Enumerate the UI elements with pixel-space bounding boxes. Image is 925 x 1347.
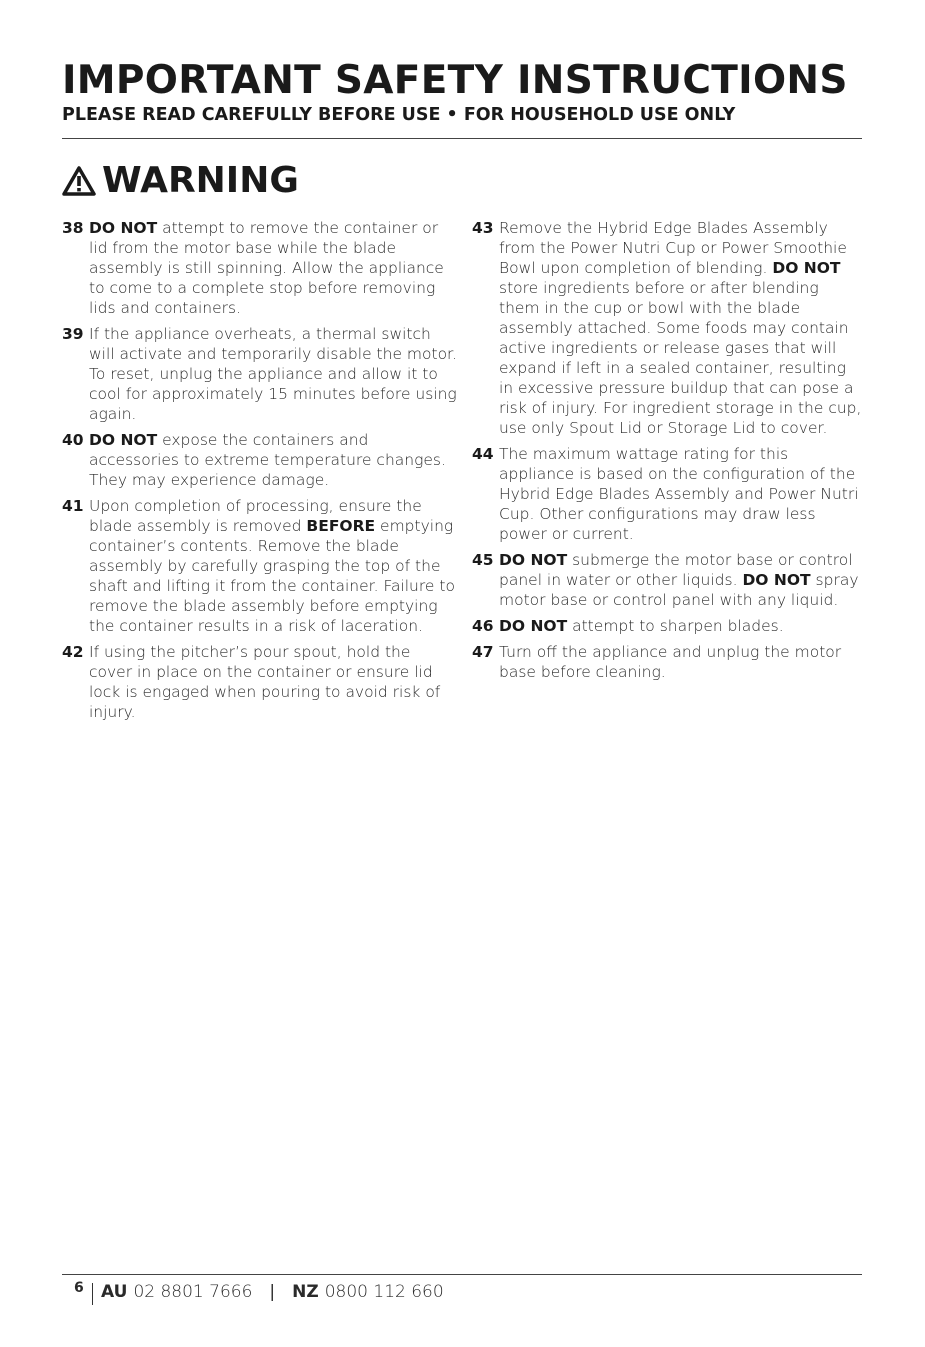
header-divider (62, 138, 862, 139)
instruction-item (62, 430, 457, 490)
item-text: attempt to remove the container or lid from the motor base while the blade assembly is still spinning. Allow the appliance to come to a complete stop before removing lids and containers. (89, 219, 444, 317)
instructions-column-left (62, 218, 457, 728)
emphasis: DO NOT (499, 617, 568, 635)
item-number: 40 (62, 431, 84, 449)
item-text: If the appliance overheats, a thermal switch will activate and temporarily disable the motor. To reset, unplug the appliance and allow it to cool for approximately 15 minutes before using again. (89, 325, 457, 423)
item-number: 38 (62, 219, 84, 237)
instructions-column-right (472, 218, 864, 688)
item-text: emptying container’s contents. Remove the blade assembly by carefully grasping the top of the shaft and lifting it from the container. Failure to remove the blade assembly before emptying the container results in a risk of laceration. (89, 517, 455, 635)
emphasis: DO NOT (89, 219, 158, 237)
nz-country-code: NZ (292, 1282, 319, 1302)
item-text: If using the pitcher’s pour spout, hold the cover in place on the container or ensure lid lock is engaged when pouring to avoid risk of injury. (89, 643, 441, 721)
emphasis: DO NOT (772, 259, 841, 277)
item-number: 44 (472, 445, 494, 463)
instruction-item (472, 642, 864, 682)
nz-phone-number: 0800 112 660 (324, 1282, 444, 1302)
footer-vertical-divider (92, 1283, 93, 1305)
item-text: The maximum wattage rating for this appliance is based on the configuration of the Hybrid Edge Blades Assembly and Power Nutri Cup. Other configurations may draw less power or current. (499, 445, 859, 543)
au-phone-number: 02 8801 7666 (133, 1282, 253, 1302)
page-number: 6 (74, 1280, 84, 1296)
item-number: 39 (62, 325, 84, 343)
item-text: submerge the motor base or control panel in water or other liquids. (499, 551, 853, 589)
warning-triangle-icon (62, 166, 96, 196)
page-subtitle: PLEASE READ CAREFULLY BEFORE USE • FOR HOUSEHOLD USE ONLY (62, 105, 736, 125)
item-text: store ingredients before or after blending them in the cup or bowl with the blade assembly attached. Some foods may contain active ingredients or release gases that will expand if left in a sealed container, resulting in excessive pressure buildup that can pose a risk of injury. For ingredient storage in the cup, use only Spout Lid or Storage Lid to cover. (499, 279, 862, 437)
item-text: attempt to sharpen blades. (567, 617, 784, 635)
item-text: Upon completion of processing, ensure the blade assembly is removed (89, 497, 422, 535)
item-text: Turn off the appliance and unplug the motor base before cleaning. (499, 643, 842, 681)
instruction-item (62, 642, 457, 722)
item-number: 43 (472, 219, 494, 237)
emphasis: DO NOT (742, 571, 811, 589)
emphasis: BEFORE (306, 517, 376, 535)
item-text: spray motor base or control panel with any liquid. (499, 571, 859, 609)
item-number: 47 (472, 643, 494, 661)
warning-label: WARNING (102, 160, 299, 201)
item-text: expose the containers and accessories to extreme temperature changes. They may experience damage. (89, 431, 446, 489)
footer-divider (62, 1274, 862, 1275)
instruction-item (472, 616, 864, 636)
emphasis: DO NOT (89, 431, 158, 449)
page-title: IMPORTANT SAFETY INSTRUCTIONS (62, 58, 848, 103)
instruction-item (62, 496, 457, 636)
item-text: Remove the Hybrid Edge Blades Assembly from the Power Nutri Cup or Power Smoothie Bowl upon completion of blending. (499, 219, 847, 277)
instruction-item (62, 324, 457, 424)
item-number: 46 (472, 617, 494, 635)
item-number: 42 (62, 643, 84, 661)
instruction-item (62, 218, 457, 318)
instruction-item (472, 550, 864, 610)
instruction-item (472, 444, 864, 544)
warning-heading (62, 160, 299, 201)
footer (62, 1280, 444, 1304)
emphasis: DO NOT (499, 551, 568, 569)
au-country-code: AU (101, 1282, 128, 1302)
item-number: 45 (472, 551, 494, 569)
instruction-item (472, 218, 864, 438)
item-number: 41 (62, 497, 84, 515)
footer-separator: | (269, 1282, 276, 1302)
